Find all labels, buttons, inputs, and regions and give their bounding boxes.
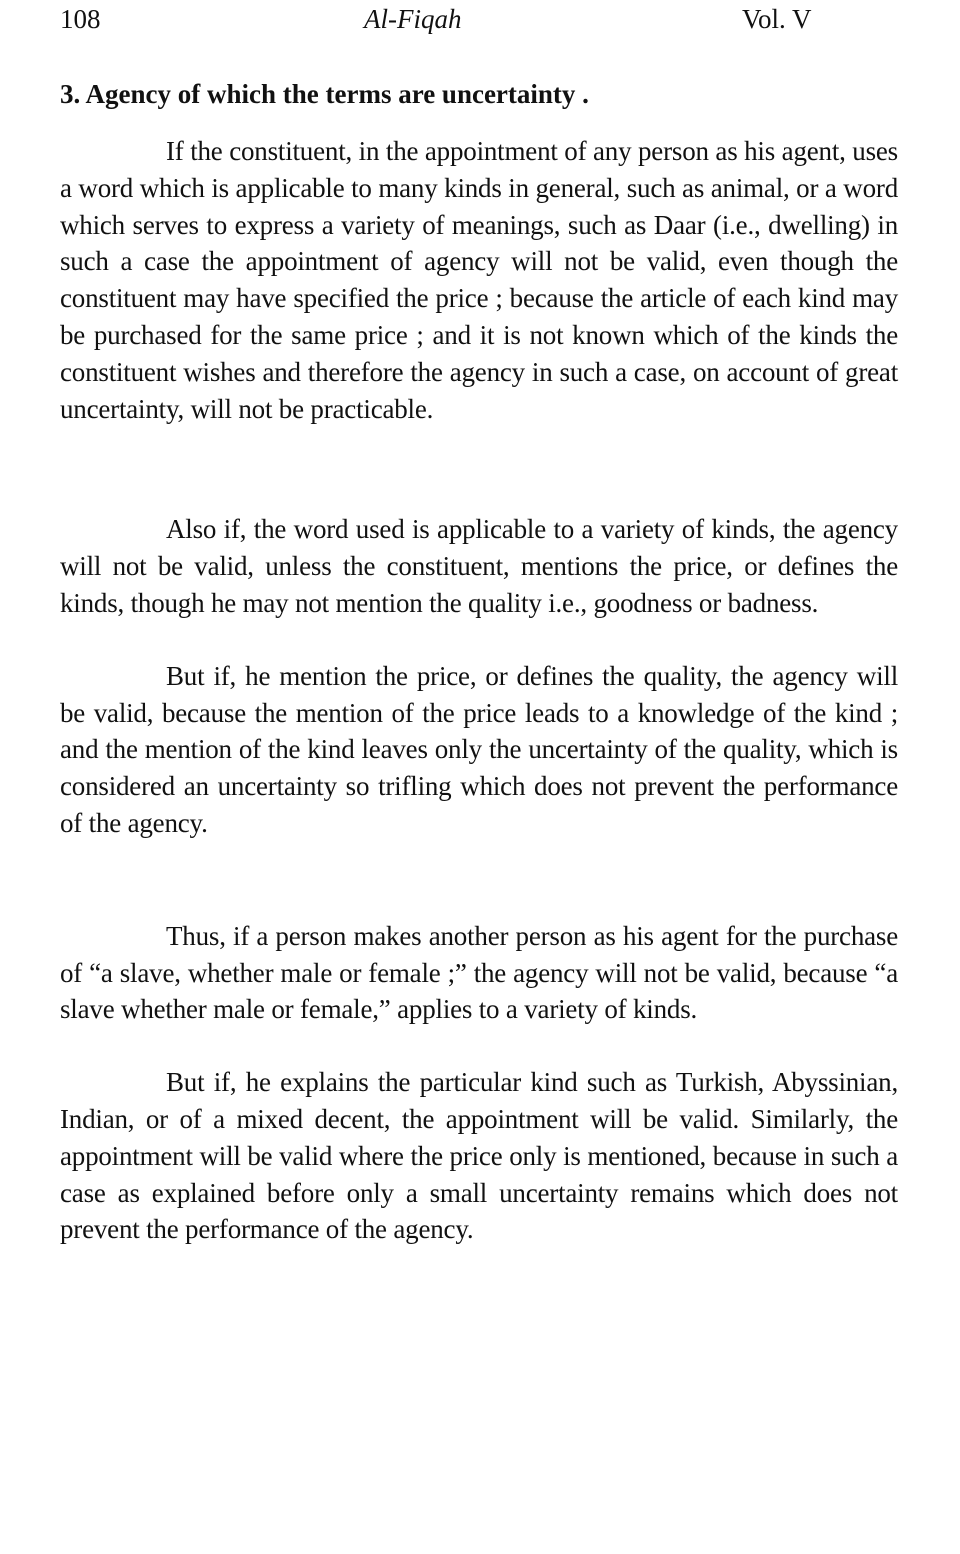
document-page [60,0,898,1248]
section-heading: 3. Agency of which the terms are uncertainty . [60,79,589,109]
paragraph-2: Also if, the word used is applicable to a variety of kinds, the agency will not be valid, unless the constituent, mentions the price, or defines the kinds, though he may not mention the quality i.e., goodness or badness. [60,514,898,618]
page-number: 108 [60,4,101,34]
paragraph-1: If the constituent, in the appointment of any person as his agent, uses a word which is applicable to many kinds in general, such as animal, or a word which serves to express a variety of meanings, such as Daar (i.e., dwelling) in such a case the appointment of agency will not be valid, even though the constituent may have specified the price ; because the article of each kind may be purchased for the same price ; and it is not known which of the kinds the constituent wishes and therefore the agency in such a case, on account of great uncertainty, will not be practicable. [60,136,898,424]
running-header [60,0,898,44]
book-title: Al-Fiqah [364,4,462,34]
paragraph-3: But if, he mention the price, or defines the quality, the agency will be valid, because the mention of the price leads to a knowledge of the kind ; and the mention of the kind leaves only the uncertainty of the quality, which is considered an uncertainty so trifling which does not prevent the performance of the agency. [60,660,898,838]
paragraph-4: Thus, if a person makes another person as his agent for the purchase of “a slave, whether male or female ;” the agency will not be valid, because “a slave whether male or female,” applies to a variety of kinds. [60,920,898,1025]
volume-label: Vol. V [742,4,812,34]
paragraph-5: But if, he explains the particular kind such as Turkish, Abyssinian, Indian, or of a mixed decent, the appointment will be valid. Similarly, the appointment will be valid where the price only is mentioned, because in such a case as explained before only a small uncertainty remains which does not prevent the performance of the agency. [60,1067,898,1245]
